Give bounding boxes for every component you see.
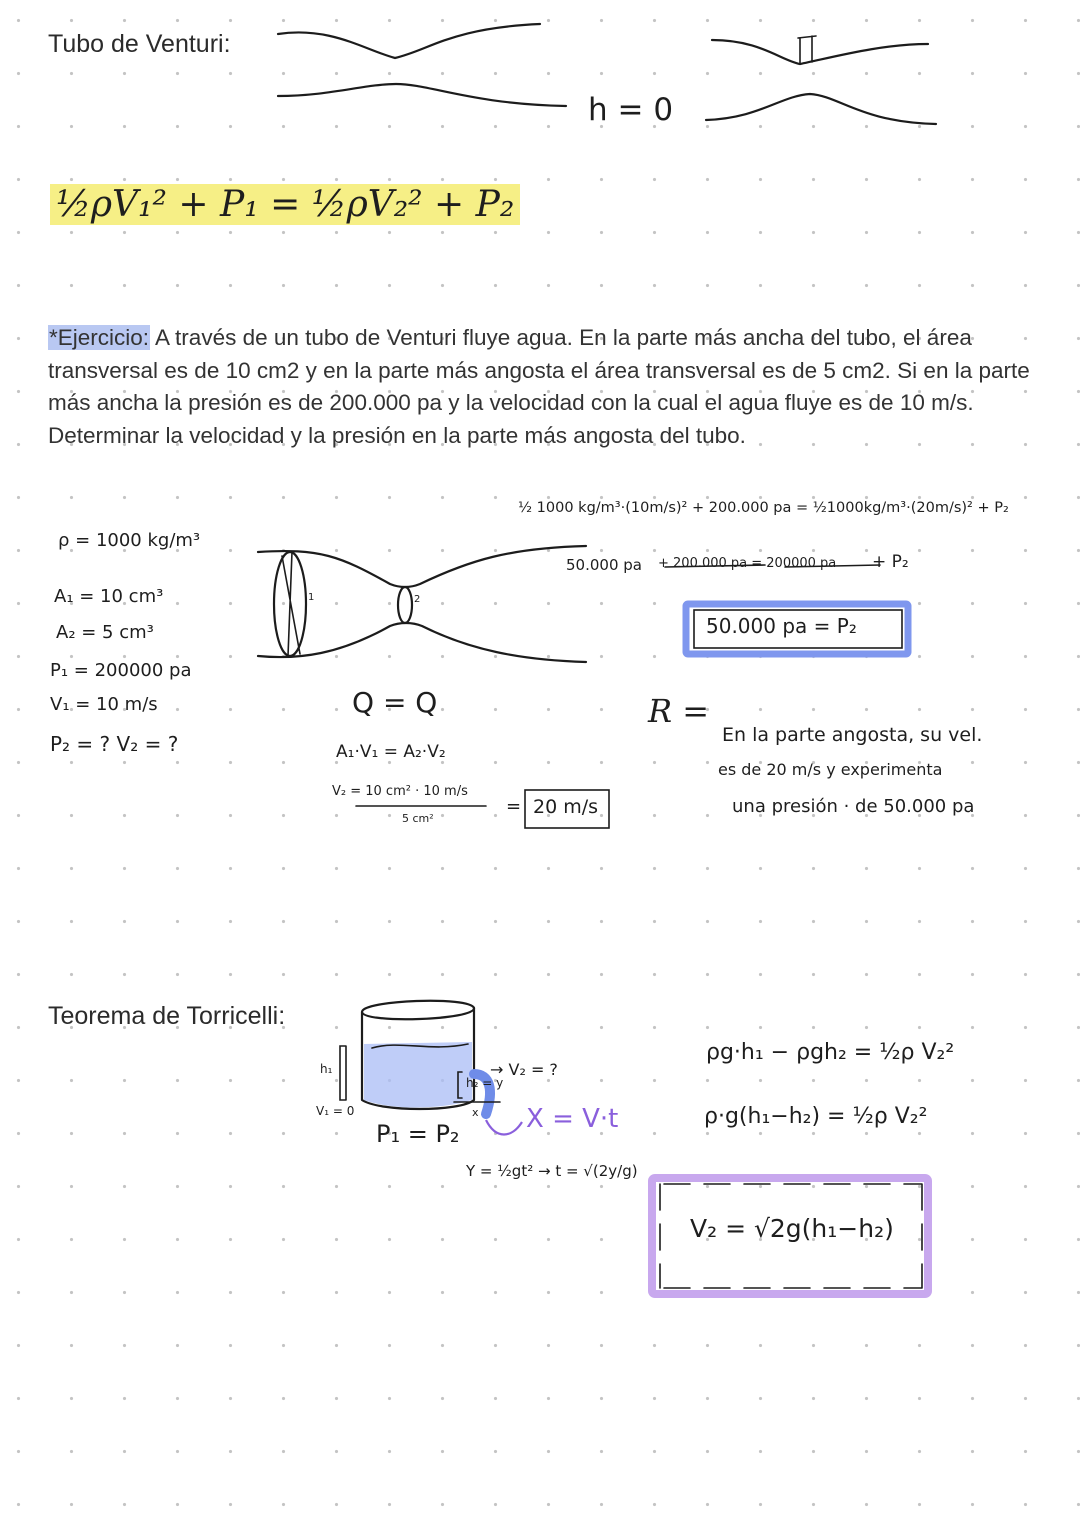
section-1-line <box>282 552 300 656</box>
section-title-venturi: Tubo de Venturi: <box>48 30 231 58</box>
answer-line-3: una presión · de 50.000 pa <box>732 796 975 817</box>
section-2-label: 2 <box>414 594 421 605</box>
v2-denominator: 5 cm² <box>402 812 434 825</box>
answer-line-1: En la parte angosta, su vel. <box>722 724 983 746</box>
pressure-step-b: + 200.000 pa = 200000 pa <box>658 556 837 571</box>
h-zero-label: h = 0 <box>588 92 674 128</box>
h1-label: h₁ <box>320 1062 333 1076</box>
v1-label: V₁ = 0 <box>316 1104 355 1118</box>
answer-line-2: es de 20 m/s y experimenta <box>718 760 943 779</box>
venturi-diagram-top <box>258 546 586 587</box>
h1-bracket <box>340 1046 346 1100</box>
water-fill <box>364 1042 472 1108</box>
section-title-torricelli: Teorema de Torricelli: <box>48 1002 286 1030</box>
energy-equation-2: ρ·g(h₁−h₂) = ½ρ V₂² <box>704 1104 928 1129</box>
horizontal-motion-eq: X = V·t <box>526 1104 619 1134</box>
continuity-equation: A₁·V₁ = A₂·V₂ <box>336 742 446 762</box>
answer-prefix: R = <box>648 692 710 730</box>
section-2-ellipse <box>398 587 412 623</box>
pressure-equality: P₁ = P₂ <box>376 1120 460 1148</box>
equals-sign: = <box>506 796 522 817</box>
exercise-label: *Ejercicio: <box>49 325 150 350</box>
v2-label: → V₂ = ? <box>490 1060 558 1079</box>
arrow-x <box>486 1120 522 1135</box>
exercise-statement <box>48 322 1038 452</box>
h2-label: h₂ = y <box>466 1076 504 1090</box>
flow-equality: Q = Q <box>352 686 438 719</box>
given-unknowns: P₂ = ? V₂ = ? <box>50 732 179 756</box>
venturi-diagram-bottom <box>258 623 586 662</box>
venturi-sketch2-bottom <box>706 94 936 124</box>
energy-equation-1: ρg·h₁ − ρgh₂ = ½ρ V₂² <box>706 1040 955 1065</box>
venturi-sketch2-top <box>712 40 928 64</box>
given-a1: A₁ = 10 cm³ <box>54 586 164 607</box>
bernoulli-equation: ½ρV₁² + P₁ = ½ρV₂² + P₂ <box>50 184 520 225</box>
pressure-step-a: 50.000 pa <box>566 556 642 574</box>
p2-result: 50.000 pa = P₂ <box>706 614 857 638</box>
bernoulli-substitution: ½ 1000 kg/m³·(10m/s)² + 200.000 pa = ½1000kg/m³·(20m/s)² + P₂ <box>518 500 1009 516</box>
pressure-step-c: + P₂ <box>872 552 909 572</box>
vertical-motion-eq: Y = ½gt² → t = √(2y/g) <box>466 1162 638 1180</box>
given-a2: A₂ = 5 cm³ <box>56 622 154 643</box>
venturi-sketch-bottom <box>278 84 566 106</box>
exercise-text: A través de un tubo de Venturi fluye agua. En la parte más ancha del tubo, el área transversal es de 10 cm2 y en la parte más angosta el área transversal es de 5 cm2. Si en la parte más ancha la presión es de 200.000 pa y la velocidad con la cual el agua fluye es de 10 m/s. Determinar la velocidad y la presión en la parte más angosta del tubo. <box>48 325 1030 448</box>
given-p1: P₁ = 200000 pa <box>50 660 192 681</box>
v2-numerator: V₂ = 10 cm² · 10 m/s <box>332 784 468 799</box>
tank-rim <box>362 1001 474 1019</box>
x-label: x <box>472 1106 479 1119</box>
given-v1: V₁ = 10 m/s <box>50 694 158 715</box>
velocity-result: 20 m/s <box>533 796 599 818</box>
venturi-sketch2-tube <box>798 36 816 64</box>
given-density: ρ = 1000 kg/m³ <box>58 530 201 551</box>
venturi-sketch-top <box>278 24 540 58</box>
section-1-label: 1 <box>308 592 315 603</box>
torricelli-result: V₂ = √2g(h₁−h₂) <box>690 1214 894 1243</box>
